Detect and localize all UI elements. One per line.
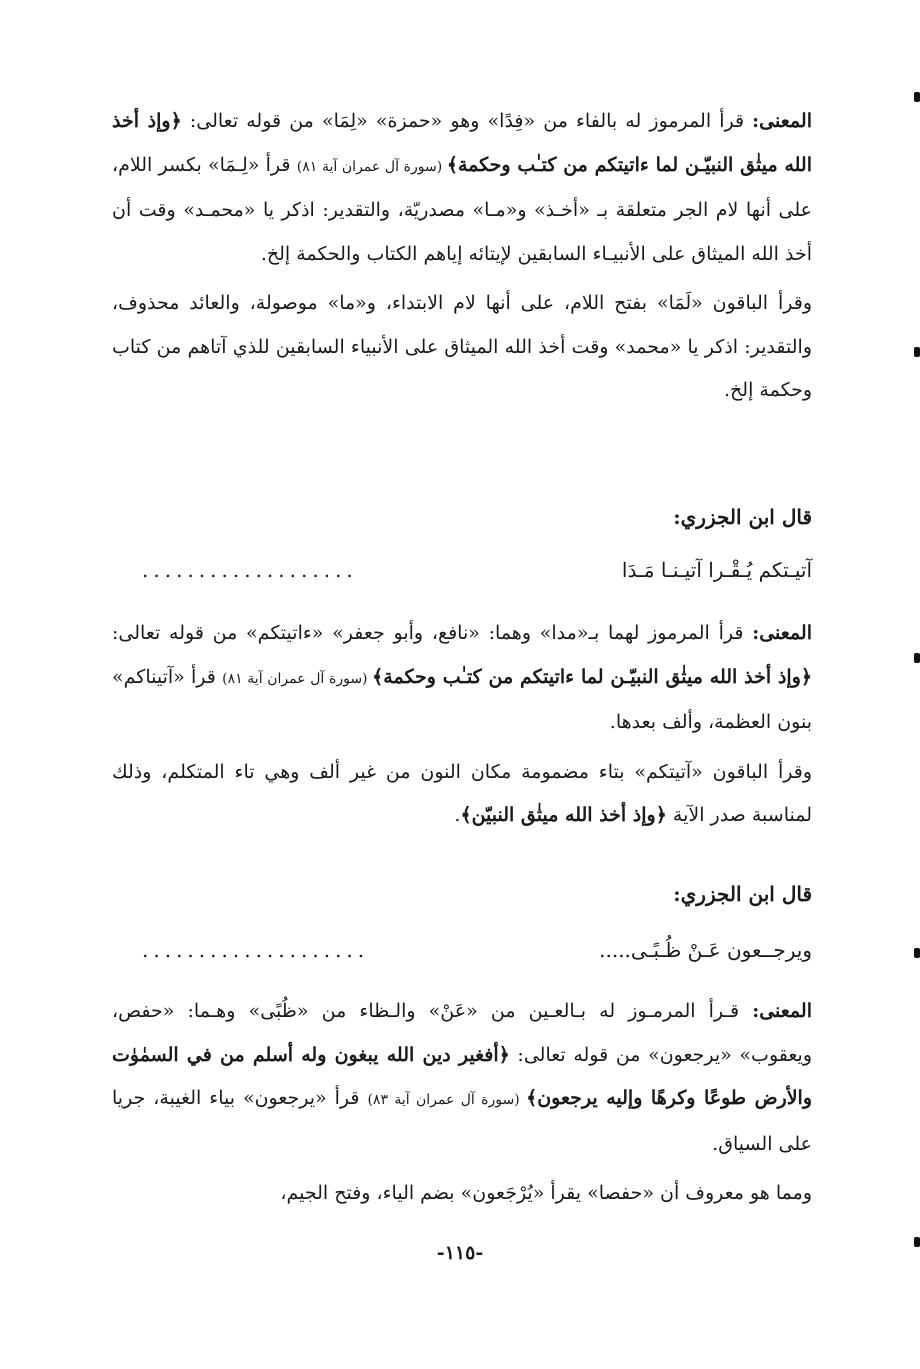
paragraph-text: . [454,804,461,826]
paragraph [112,990,812,1166]
section-3 [112,990,812,1216]
scan-edge-mark [914,347,920,357]
verse-reference: (سورة آل عمران آية ٨١) [222,670,373,687]
paragraph [112,751,812,838]
paragraph: وقرأ الباقون «لَمَا» بفتح اللام، على أنها لام الابتداء، و«ما» موصولة، والعائد محذوف، والتقدير: اذكر يا «محمد» وقت أخذ الله الميثاق على الأنبياء السابقين للذي آتاهم من كتاب وحكمة إلخ. [112,292,812,401]
scan-edge-mark [914,92,920,102]
paragraph [112,100,812,276]
quran-verse: ﴿أفغير دين الله يبغون وله أسلم من في السمٰوٰت والأرض طوعًا وكرهًا وإليه يرجعون﴾ [112,1043,813,1109]
paragraph-text: قرأ «لِـمَا» بكسر اللام، على أنها لام الجر متعلقة بـ «أخـذ» و«مـا» مصدريّة، والتقدير: اذكر يا «محمـد» وقت أن أخذ الله الميثاق على الأنبيـاء السابقين لإيتائه إياهم الكتاب والحكمة إلخ. [112,153,812,265]
term-label: المعنى: [752,622,812,644]
paragraph-text: قرأ المرموز لهما بـ«مدا» وهما: «نافع، وأبو جعفر» «ءاتيتكم» من قوله تعالى: [112,622,753,644]
paragraph-text: قرأ المرموز له بالفاء من «فِدًا» وهو «حمزة» «لِمَا» من قوله تعالى: [181,110,753,132]
term-label: المعنى: [752,1000,812,1022]
term-label: المعنى: [752,110,812,132]
quran-verse: ﴿وإذ أخذ الله ميثٰق النبيّن﴾ [460,804,667,826]
paragraph-text: وقرأ الباقون «آتيتكم» بتاء مضمومة مكان النون من غير ألف وهي تاء المتكلم، وذلك لمناسبة صدر الآية [112,760,812,826]
quran-verse: ﴿وإذ أخذ الله ميثٰق النبيّـن لما ءاتيتكم من كتـٰب وحكمة﴾ [112,110,812,176]
poem-verse [142,938,812,968]
paragraph-text: قرأ «آتيناكم» بنون العظمة، وألف بعدها. [112,665,812,733]
section-1 [112,100,812,413]
poem-verse [142,558,812,588]
page-number: -١١٥- [436,1242,484,1264]
verse-reference: (سورة آل عمران آية ٨٣) [367,1092,527,1108]
paragraph: ومما هو معروف أن «حفصا» يقرأ «يُرْجَعون» بضم الياء، وفتح الجيم، [280,1182,812,1204]
paragraph-text: قـرأ المرمـوز له بـالعـين من «عَنْ» والـظاء من «ظُبًى» وهـما: «حفص، ويعقوب» «يرجعون» من قوله تعالى: [112,1000,813,1066]
section-2 [112,612,812,838]
paragraph-text: قرأ «يرجعون» بياء الغيبة، جريا على السياق. [112,1087,812,1155]
verse-text: ويرجــعون عَـنْ ظُـبًـى..... [599,938,812,962]
section-heading: قال ابن الجزري: [673,882,812,906]
scan-edge-mark [914,653,920,663]
verse-dots: ................... [142,558,358,582]
verse-dots: .................... [142,938,370,962]
paragraph [112,612,812,745]
quran-verse: ﴿وإذ أخذ الله ميثٰق النبيّـن لما ءاتيتكم من كتـٰب وحكمة﴾ [372,665,813,688]
scan-edge-mark [914,948,920,958]
section-heading: قال ابن الجزري: [673,505,812,529]
scan-edge-mark [914,1237,920,1247]
verse-reference: (سورة آل عمران آية ٨١) [296,158,447,175]
verse-text: آتيـتكم يُـقْـرا آتيـنـا مَـدَا [621,558,812,582]
